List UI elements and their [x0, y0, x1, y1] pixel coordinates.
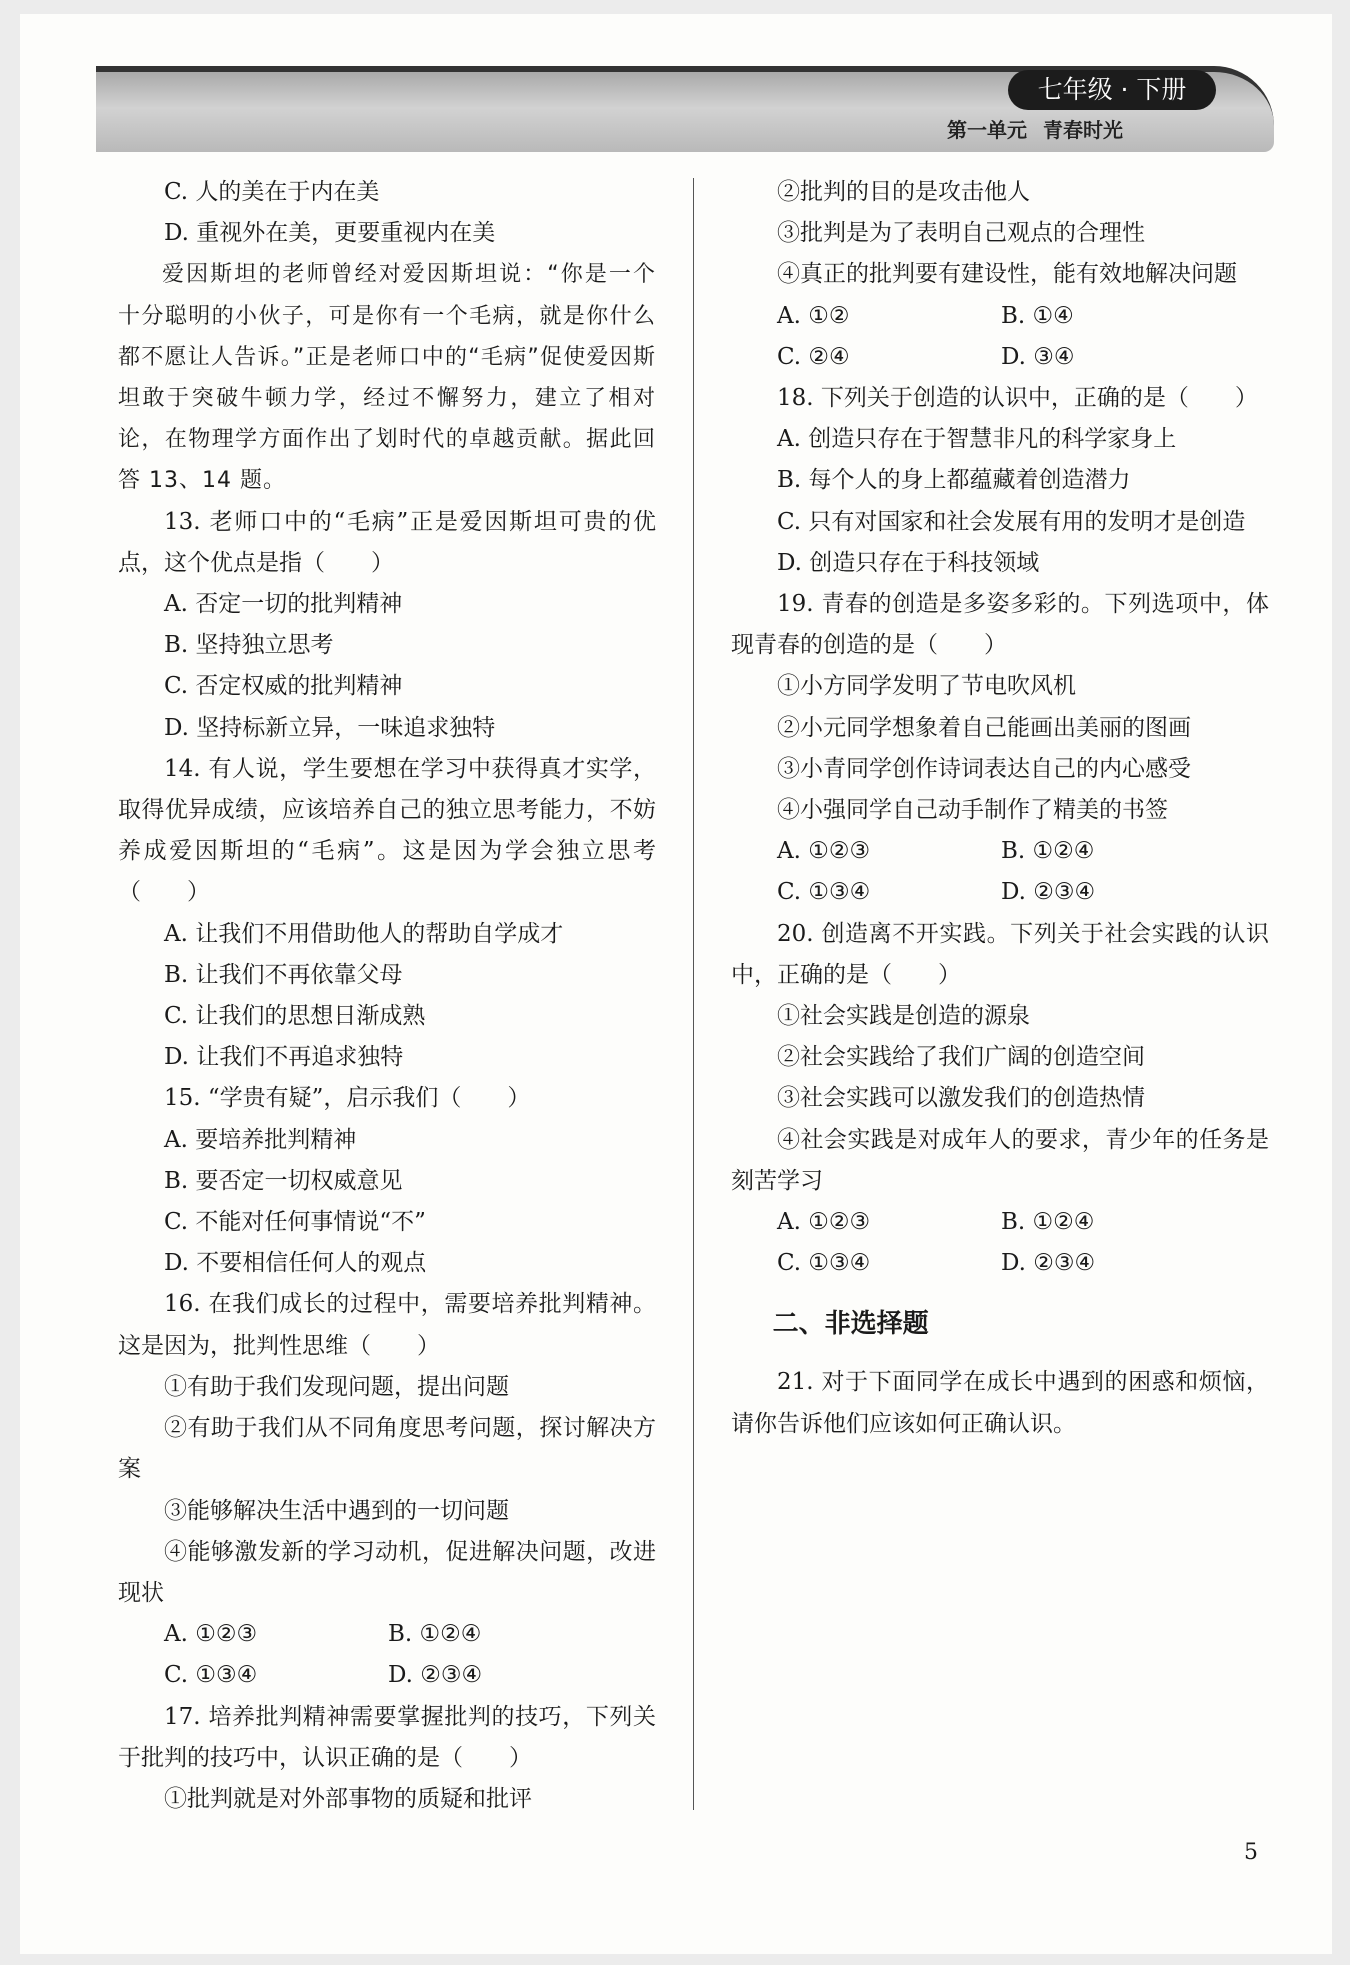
option-pair [731, 337, 1269, 378]
question-text: ③批判是为了表明自己观点的合理性 [777, 220, 1145, 247]
answer-option: A. 让我们不用借助他人的帮助自学成才 [164, 920, 564, 947]
question-text: ①批判就是对外部事物的质疑和批评 [164, 1785, 532, 1812]
question-text: ③社会实践可以激发我们的创造热情 [777, 1085, 1145, 1112]
unit-title [920, 114, 1150, 143]
question-text: ③能够解决生活中遇到的一切问题 [164, 1497, 509, 1524]
grade-tab: 七年级 · 下册 [1008, 70, 1216, 110]
question-text: ②批判的目的是攻击他人 [777, 179, 1030, 205]
answer-option: C. 不能对任何事情说“不” [164, 1209, 426, 1236]
option-right: B. ①④ [1001, 302, 1074, 329]
section-heading: 二、非选择题 [772, 1309, 929, 1340]
option-left: A. ①②③ [777, 838, 871, 865]
question-text: ①社会实践是创造的源泉 [777, 1003, 1030, 1030]
option-pair [731, 872, 1269, 913]
option-right: D. ②③④ [1001, 879, 1096, 906]
unit-name: 青春时光 [1043, 118, 1123, 142]
answer-option: C. 人的美在于内在美 [164, 179, 380, 205]
answer-option: C. 否定权威的批判精神 [164, 673, 403, 700]
question-text: ②有助于我们从不同角度思考问题，探讨解决方案 [118, 1415, 656, 1483]
question-text: C. 只有对国家和社会发展有用的发明才是创造 [777, 508, 1246, 535]
question-text: 13. 老师口中的“毛病”正是爱因斯坦可贵的优点，这个优点是指（ ） [118, 508, 656, 576]
question-text: 14. 有人说，学生要想在学习中获得真才实学，取得优异成绩，应该培养自己的独立思考能力，不妨养成爱因斯坦的“毛病”。这是因为学会独立思考（ ） [118, 755, 656, 906]
option-right: B. ①②④ [1001, 838, 1095, 865]
question-text: 15. “学贵有疑”，启示我们（ ） [164, 1085, 531, 1112]
option-right: B. ①②④ [1001, 1209, 1095, 1236]
question-text: ④社会实践是对成年人的要求，青少年的任务是刻苦学习 [731, 1126, 1269, 1194]
option-left: C. ②④ [777, 343, 850, 370]
left-column [118, 172, 656, 1820]
option-right: D. ③④ [1001, 343, 1075, 370]
option-pair [118, 1614, 656, 1655]
answer-option: B. 坚持独立思考 [164, 632, 334, 659]
question-text: 20. 创造离不开实践。下列关于社会实践的认识中，正确的是（ ） [731, 920, 1269, 988]
option-left: C. ①③④ [777, 1250, 871, 1277]
question-text: ②社会实践给了我们广阔的创造空间 [777, 1044, 1145, 1071]
page-number: 5 [1244, 1840, 1258, 1865]
option-pair [118, 1655, 656, 1696]
answer-option: A. 否定一切的批判精神 [164, 591, 403, 618]
question-text: ④能够激发新的学习动机，促进解决问题，改进现状 [118, 1538, 656, 1606]
question-text: ③小青同学创作诗词表达自己的内心感受 [777, 755, 1191, 782]
column-divider [693, 178, 694, 1810]
question-text: ①小方同学发明了节电吹风机 [777, 673, 1076, 700]
option-right: B. ①②④ [388, 1621, 482, 1648]
right-column [731, 172, 1269, 1445]
answer-option: B. 每个人的身上都蕴藏着创造潜力 [777, 467, 1131, 494]
answer-option: D. 创造只存在于科技领域 [777, 549, 1040, 576]
option-right: D. ②③④ [388, 1662, 483, 1689]
question-text: 17. 培养批判精神需要掌握批判的技巧，下列关于批判的技巧中，认识正确的是（ ） [118, 1703, 656, 1771]
option-left: C. ①③④ [777, 879, 871, 906]
question-text: 21. 对于下面同学在成长中遇到的困惑和烦恼，请你告诉他们应该如何正确认识。 [731, 1369, 1269, 1437]
question-text: ④真正的批判要有建设性，能有效地解决问题 [777, 261, 1237, 288]
question-text: 16. 在我们成长的过程中，需要培养批判精神。这是因为，批判性思维（ ） [118, 1291, 656, 1359]
answer-option: C. 让我们的思想日渐成熟 [164, 1003, 426, 1030]
answer-option: D. 坚持标新立异，一味追求独特 [164, 714, 496, 741]
option-left: A. ①② [777, 302, 850, 329]
answer-option: A. 要培养批判精神 [164, 1126, 357, 1153]
answer-option: D. 让我们不再追求独特 [164, 1044, 404, 1071]
option-right: D. ②③④ [1001, 1250, 1096, 1277]
answer-option: D. 不要相信任何人的观点 [164, 1250, 427, 1277]
question-text: ②小元同学想象着自己能画出美丽的图画 [777, 714, 1191, 741]
question-text: ④小强同学自己动手制作了精美的书签 [777, 797, 1168, 824]
answer-option: D. 重视外在美，更要重视内在美 [164, 220, 496, 247]
answer-option: A. 创造只存在于智慧非凡的科学家身上 [777, 426, 1177, 453]
option-pair [731, 1202, 1269, 1243]
option-pair [731, 1243, 1269, 1284]
option-left: C. ①③④ [164, 1662, 258, 1689]
option-pair [731, 831, 1269, 872]
answer-option: B. 让我们不再依靠父母 [164, 961, 403, 988]
reading-passage: 爱因斯坦的老师曾经对爱因斯坦说：“你是一个十分聪明的小伙子，可是你有一个毛病，就是你什么都不愿让人告诉。”正是老师口中的“毛病”促使爱因斯坦敢于突破牛顿力学，经过不懈努力，建立了相对论，在物理学方面作出了划时代的卓越贡献。据此回答 13、14 题。 [118, 262, 656, 494]
unit-label: 第一单元 [947, 118, 1027, 142]
option-left: A. ①②③ [164, 1621, 258, 1648]
question-text: ①有助于我们发现问题，提出问题 [164, 1373, 509, 1400]
answer-option: B. 要否定一切权威意见 [164, 1167, 403, 1194]
question-text: 18. 下列关于创造的认识中，正确的是（ ） [777, 385, 1258, 412]
question-text: 19. 青春的创造是多姿多彩的。下列选项中，体现青春的创造的是（ ） [731, 591, 1269, 659]
option-left: A. ①②③ [777, 1209, 871, 1236]
option-pair [731, 296, 1269, 337]
